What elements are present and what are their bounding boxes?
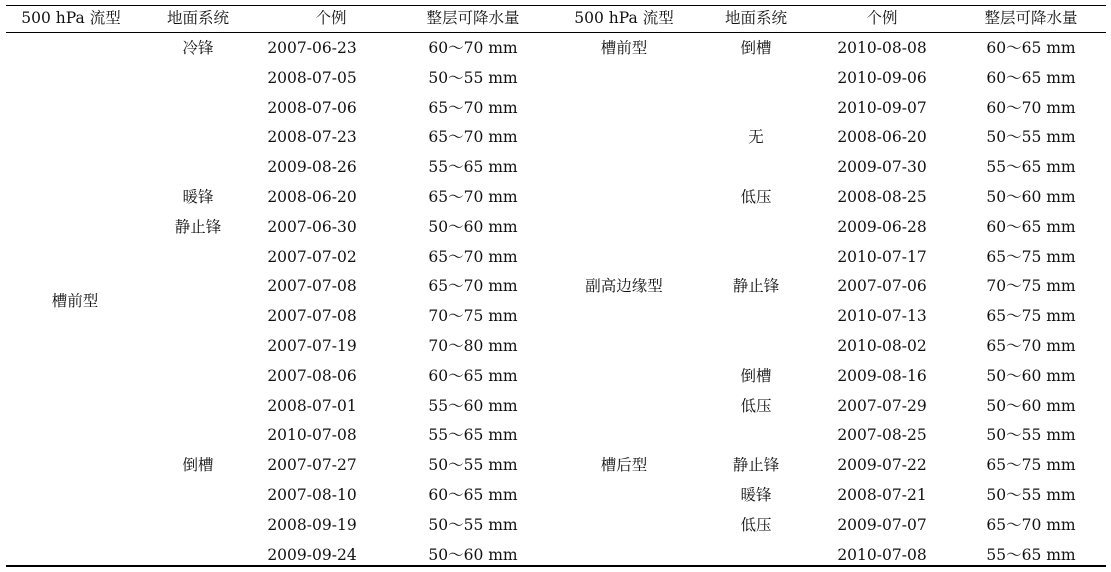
case-date-left: 2008-07-01 (267, 396, 357, 415)
surface-system-right: 倒槽 (740, 366, 772, 385)
flow-type-right: 副高边缘型 (585, 277, 663, 296)
case-date-left: 2009-09-24 (267, 545, 357, 564)
surface-system-right: 低压 (740, 396, 772, 415)
precipitable-water-left: 60～70 mm (428, 39, 518, 57)
table-header-rule (6, 32, 1106, 33)
case-date-left: 2007-07-02 (267, 247, 357, 266)
table-top-rule (6, 5, 1106, 6)
case-date-left: 2007-08-10 (267, 486, 357, 504)
case-date-left: 2009-08-26 (267, 158, 357, 177)
surface-system-right: 倒槽 (740, 39, 772, 57)
case-date-right: 2009-06-28 (837, 217, 927, 236)
case-date-right: 2009-07-07 (837, 515, 927, 534)
surface-system-right: 无 (748, 128, 764, 147)
case-date-right: 2009-07-22 (837, 456, 927, 475)
case-date-left: 2008-07-06 (267, 98, 357, 117)
precipitable-water-right: 65～70 mm (986, 337, 1076, 355)
header-surface-left: 地面系统 (166, 9, 230, 27)
precipitable-water-right: 50～55 mm (986, 486, 1076, 504)
header-case-left: 个例 (315, 9, 347, 27)
surface-system-right: 低压 (740, 515, 772, 534)
case-date-left: 2007-07-08 (267, 307, 357, 326)
case-date-right: 2009-08-16 (837, 366, 927, 385)
case-date-left: 2008-09-19 (267, 515, 357, 534)
precipitable-water-right: 50～60 mm (986, 188, 1076, 206)
precipitable-water-right: 60～70 mm (986, 98, 1076, 117)
precipitable-water-right: 65～75 mm (986, 456, 1076, 475)
precipitable-water-right: 60～65 mm (986, 39, 1076, 57)
case-date-right: 2008-08-25 (837, 188, 927, 206)
precipitable-water-left: 50～60 mm (428, 545, 518, 564)
precipitable-water-left: 50～60 mm (428, 217, 518, 236)
precipitable-water-left: 70～75 mm (428, 307, 518, 326)
case-date-right: 2007-07-29 (837, 396, 927, 415)
precipitable-water-right: 50～60 mm (986, 396, 1076, 415)
case-date-right: 2010-09-07 (837, 98, 927, 117)
precipitable-water-right: 65～75 mm (986, 307, 1076, 326)
flow-type-right: 槽前型 (600, 39, 648, 57)
case-date-right: 2010-08-02 (837, 337, 927, 355)
case-date-left: 2007-07-19 (267, 337, 357, 355)
header-surface-right: 地面系统 (724, 9, 788, 27)
precipitable-water-right: 50～55 mm (986, 128, 1076, 147)
precipitable-water-left: 65～70 mm (428, 128, 518, 147)
case-date-left: 2008-06-20 (267, 188, 357, 206)
table-bottom-rule (6, 565, 1106, 567)
header-precipitable-water-right: 整层可降水量 (984, 9, 1078, 27)
precipitable-water-left: 50～55 mm (428, 515, 518, 534)
case-date-right: 2007-07-06 (837, 277, 927, 296)
surface-system-left: 倒槽 (182, 456, 214, 475)
precipitable-water-left: 60～65 mm (428, 366, 518, 385)
header-case-right: 个例 (866, 9, 898, 27)
header-flow-type-left: 500 hPa 流型 (21, 9, 121, 27)
flow-type-right: 槽后型 (600, 456, 648, 475)
precipitable-water-right: 65～70 mm (986, 515, 1076, 534)
precipitable-water-right: 70～75 mm (986, 277, 1076, 296)
case-date-left: 2008-07-23 (267, 128, 357, 147)
precipitable-water-left: 65～70 mm (428, 247, 518, 266)
case-date-left: 2007-07-27 (267, 456, 357, 475)
case-date-right: 2010-07-08 (837, 545, 927, 564)
precipitable-water-right: 50～60 mm (986, 366, 1076, 385)
surface-system-right: 暖锋 (740, 486, 772, 504)
precipitable-water-right: 55～65 mm (986, 545, 1076, 564)
precipitable-water-right: 60～65 mm (986, 68, 1076, 87)
precipitable-water-left: 55～65 mm (428, 158, 518, 177)
precipitable-water-left: 60～65 mm (428, 486, 518, 504)
case-date-right: 2008-06-20 (837, 128, 927, 147)
case-date-right: 2010-08-08 (837, 39, 927, 57)
case-date-left: 2007-08-06 (267, 366, 357, 385)
case-date-left: 2008-07-05 (267, 68, 357, 87)
precipitable-water-right: 55～65 mm (986, 158, 1076, 177)
precipitable-water-right: 65～75 mm (986, 247, 1076, 266)
case-date-right: 2010-07-17 (837, 247, 927, 266)
flow-type-left: 槽前型 (51, 292, 99, 310)
case-date-left: 2007-06-30 (267, 217, 357, 236)
precipitable-water-right: 50～55 mm (986, 426, 1076, 445)
precipitable-water-left: 65～70 mm (428, 98, 518, 117)
precipitable-water-left: 65～70 mm (428, 277, 518, 296)
case-date-right: 2008-07-21 (837, 486, 927, 504)
case-date-left: 2007-07-08 (267, 277, 357, 296)
surface-system-left: 冷锋 (182, 39, 214, 57)
surface-system-left: 静止锋 (174, 217, 222, 236)
precipitable-water-left: 50～55 mm (428, 456, 518, 475)
header-precipitable-water-left: 整层可降水量 (426, 9, 520, 27)
surface-system-right: 低压 (740, 188, 772, 206)
surface-system-right: 静止锋 (732, 456, 780, 475)
precipitable-water-right: 60～65 mm (986, 217, 1076, 236)
surface-system-left: 暖锋 (182, 188, 214, 206)
precipitable-water-left: 65～70 mm (428, 188, 518, 206)
header-flow-type-right: 500 hPa 流型 (574, 9, 674, 27)
case-date-right: 2007-08-25 (837, 426, 927, 445)
precipitable-water-left: 50～55 mm (428, 68, 518, 87)
precipitable-water-left: 55～60 mm (428, 396, 518, 415)
surface-system-right: 静止锋 (732, 277, 780, 296)
precipitable-water-left: 55～65 mm (428, 426, 518, 445)
case-date-left: 2007-06-23 (267, 39, 357, 57)
case-date-right: 2010-07-13 (837, 307, 927, 326)
precipitable-water-left: 70～80 mm (428, 337, 518, 355)
case-date-right: 2010-09-06 (837, 68, 927, 87)
case-date-right: 2009-07-30 (837, 158, 927, 177)
case-date-left: 2010-07-08 (267, 426, 357, 445)
